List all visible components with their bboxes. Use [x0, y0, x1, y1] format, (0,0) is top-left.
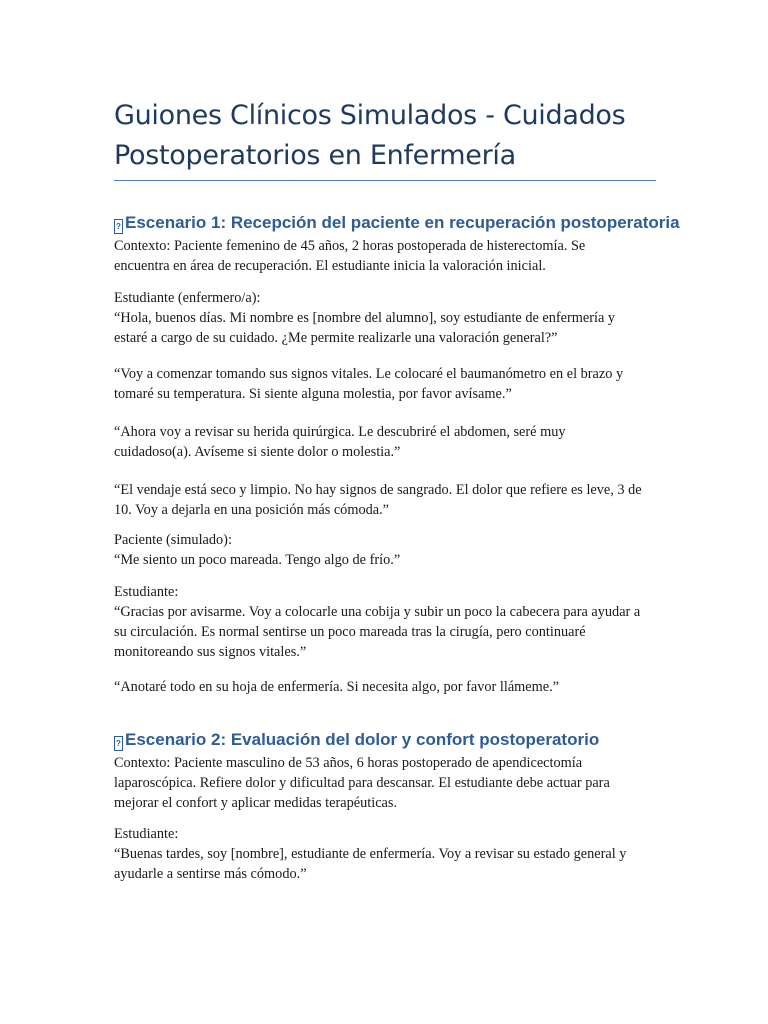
scenario-1-context — [114, 236, 656, 276]
speaker-label: Estudiante: — [114, 584, 179, 600]
text-line: laparoscópica. Refiere dolor y dificultad para descansar. El estudiante debe actuar para — [114, 775, 610, 791]
text-line: “Hola, buenos días. Mi nombre es [nombre del alumno], soy estudiante de enfermería y — [114, 310, 616, 326]
patient-dialogue — [114, 530, 656, 570]
text-line: ayudarle a sentirse más cómodo.” — [114, 866, 307, 882]
text-line: 10. Voy a dejarla en una posición más cómoda.” — [114, 502, 390, 518]
title-underline — [114, 180, 656, 181]
student-dialogue-3 — [114, 422, 656, 462]
title-line-2: Postoperatorios en Enfermería — [114, 140, 516, 171]
text-line: “Anotaré todo en su hoja de enfermería. Si necesita algo, por favor llámeme.” — [114, 679, 560, 695]
text-line: su circulación. Es normal sentirse un poco mareada tras la cirugía, pero continuaré — [114, 624, 586, 640]
text-line: Contexto: Paciente masculino de 53 años, 6 horas postoperado de apendicectomía — [114, 755, 583, 771]
text-line: estaré a cargo de su cuidado. ¿Me permite realizarle una valoración general?” — [114, 330, 558, 346]
text-line: “Ahora voy a revisar su herida quirúrgica. Le descubriré el abdomen, seré muy — [114, 424, 566, 440]
title-line-1: Guiones Clínicos Simulados - Cuidados — [114, 100, 626, 131]
student-dialogue-6 — [114, 677, 656, 697]
speaker-label: Paciente (simulado): — [114, 532, 232, 548]
student-dialogue-1 — [114, 288, 656, 348]
speaker-label: Estudiante (enfermero/a): — [114, 290, 261, 306]
missing-glyph-icon: ? — [114, 219, 123, 234]
student-dialogue-4 — [114, 480, 656, 520]
text-line: Contexto: Paciente femenino de 45 años, 2 horas postoperada de histerectomía. Se — [114, 238, 586, 254]
text-line: “Voy a comenzar tomando sus signos vitales. Le colocaré el baumanómetro en el brazo y — [114, 366, 624, 382]
speaker-label: Estudiante: — [114, 826, 179, 842]
scenario-1-heading — [114, 212, 680, 234]
text-line: tomaré su temperatura. Si siente alguna molestia, por favor avísame.” — [114, 386, 512, 402]
document-title — [114, 96, 656, 176]
text-line: “Gracias por avisarme. Voy a colocarle una cobija y subir un poco la cabecera para ayudar a — [114, 604, 641, 620]
text-line: “Me siento un poco mareada. Tengo algo de frío.” — [114, 552, 401, 568]
scenario-2-heading-text: Escenario 2: Evaluación del dolor y confort postoperatorio — [125, 730, 600, 749]
text-line: mejorar el confort y aplicar medidas terapéuticas. — [114, 795, 398, 811]
text-line: monitoreando sus signos vitales.” — [114, 644, 307, 660]
scenario-1-heading-text: Escenario 1: Recepción del paciente en recuperación postoperatoria — [125, 213, 680, 232]
text-line: encuentra en área de recuperación. El estudiante inicia la valoración inicial. — [114, 258, 546, 274]
student-dialogue-5 — [114, 582, 656, 662]
scenario-2-heading — [114, 729, 674, 751]
text-line: cuidadoso(a). Avíseme si siente dolor o molestia.” — [114, 444, 401, 460]
text-line: “Buenas tardes, soy [nombre], estudiante de enfermería. Voy a revisar su estado general y — [114, 846, 627, 862]
scenario-2-context — [114, 753, 656, 813]
student-dialogue-2 — [114, 364, 656, 404]
text-line: “El vendaje está seco y limpio. No hay signos de sangrado. El dolor que refiere es leve, 3 de — [114, 482, 642, 498]
missing-glyph-icon: ? — [114, 736, 123, 751]
student-dialogue-s2-1 — [114, 824, 656, 884]
